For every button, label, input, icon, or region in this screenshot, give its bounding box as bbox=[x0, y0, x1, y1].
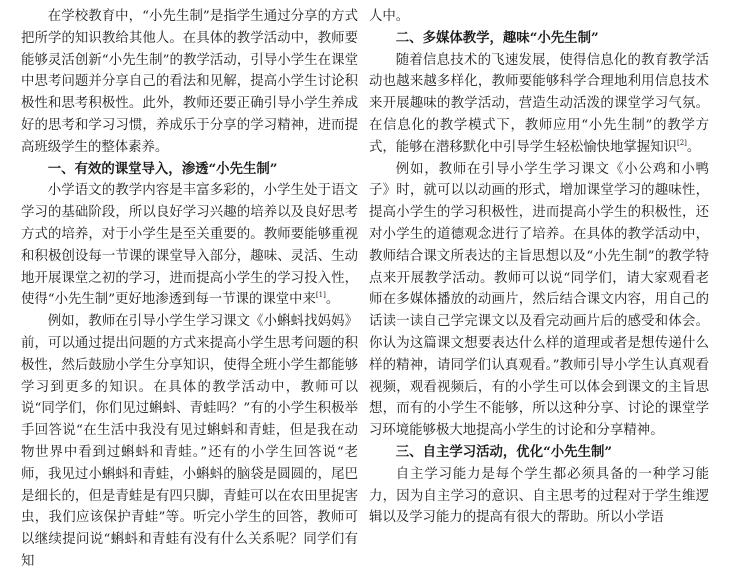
section-1-text: 小学语文的教学内容是丰富多彩的，小学生处于语文学习的基础阶段，所以良好学习兴趣的培养以及良好思考方式的培养，对于小学生是至关重要的。教师要能够重视和积极创设每一节课的课堂导入部分，趣味、灵活、生动地开展课堂之初的学习，进而提高小学生的学习投入性，使得“小先生制”更好地渗透到每一节课的课堂中来 bbox=[21, 183, 358, 308]
section-heading-1: 一、有效的课堂导入，渗透“小先生制” bbox=[47, 160, 278, 177]
section-heading-3: 三、自主学习活动，优化“小先生制” bbox=[395, 443, 613, 460]
section-2-text: 随着信息技术的飞速发展，使得信息化的教育教学活动也越来越多样化，教师要能够科学合理地利用信息技术来开展趣味的教学活动，营造生动活泼的课堂学习气氛。在信息化的教学模式下，教师应用“小先生制”的教学方式，能够在潜移默化中引导学生轻松愉快地掌握知识 bbox=[369, 52, 709, 155]
citation-1: [1] bbox=[315, 291, 326, 300]
right-column bbox=[369, 6, 709, 529]
intro-paragraph: 在学校教育中，“小先生制”是指学生通过分享的方式把所学的知识教给其他人。在具体的教学活动中，教师要能够灵活创新“小先生制”的教学活动，引导小学生在课堂中思考问题并分享自己的看法和见解，提高小学生讨论积极性和思考积极性。此外，教师还要正确引导小学生养成好的思考和学习习惯，养成乐于分享的学习精神，进而提高班级学生的整体素养。 bbox=[21, 9, 358, 155]
section-2-paragraph bbox=[369, 50, 709, 159]
example-paragraph-2: 例如，教师在引导小学生学习课文《小公鸡和小鸭子》时，就可以以动画的形式，增加课堂学习的趣味性，提高小学生的学习积极性，进而提高小学生的积极性，还对小学生的道德观念进行了培养。在具体的教学活动中，教师结合课文所表达的主旨思想以及“小先生制”的教学特点来开展教学活动。教师可以说“同学们，请大家观看老师在多媒体播放的动画片，然后结合课文内容，用自己的话读一读自己学完课文以及看完动画片后的感受和体会。你认为这篇课文想要表达什么样的道理或者是想传递什么样的精神，请同学们认真观看。”教师引导小学生认真观看视频，观看视频后，有的小学生可以体会到课文的主旨思想，而有的小学生不能够，所以这种分享、讨论的课堂学习环境能够极大地提高小学生的讨论和分享精神。 bbox=[369, 161, 709, 439]
section-1-end: 。 bbox=[325, 292, 340, 308]
citation-2: [2] bbox=[676, 138, 687, 147]
left-column bbox=[21, 6, 358, 573]
section-2-end: 。 bbox=[686, 139, 701, 155]
example-paragraph-1: 例如，教师在引导小学生学习课文《小蝌蚪找妈妈》前，可以通过提出问题的方式来提高小学生思考问题的积极性，然后鼓励小学生分享知识，使得全班小学生都能够学习到更多的知识。在具体的教学活动中，教师可以说“同学们，你们见过蝌蚪、青蛙吗？”有的小学生积极举手回答说“在生活中我没有见过蝌蚪和青蛙，但是我在动物世界中看到过蝌蚪和青蛙。”还有的小学生回答说“老师，我见过小蝌蚪和青蛙，小蝌蚪的脑袋是圆圆的，尾巴是细长的，但是青蛙是有四只脚，青蛙可以在农田里捉害虫，我们应该保护青蛙”等。听完小学生的回答，教师可以继续提问说“蝌蚪和青蛙有没有什么关系呢？同学们有知 bbox=[21, 314, 358, 569]
section-heading-2: 二、多媒体教学，趣味“小先生制” bbox=[395, 29, 599, 46]
section-1-paragraph bbox=[21, 180, 358, 311]
example-paragraph-1-continued: 人中。 bbox=[369, 9, 410, 24]
section-3-paragraph: 自主学习能力是每个学生都必须具备的一种学习能力，因为自主学习的意识、自主思考的过程对于学生维逻辑以及学习能力的提高有很大的帮助。所以小学语 bbox=[369, 466, 709, 526]
